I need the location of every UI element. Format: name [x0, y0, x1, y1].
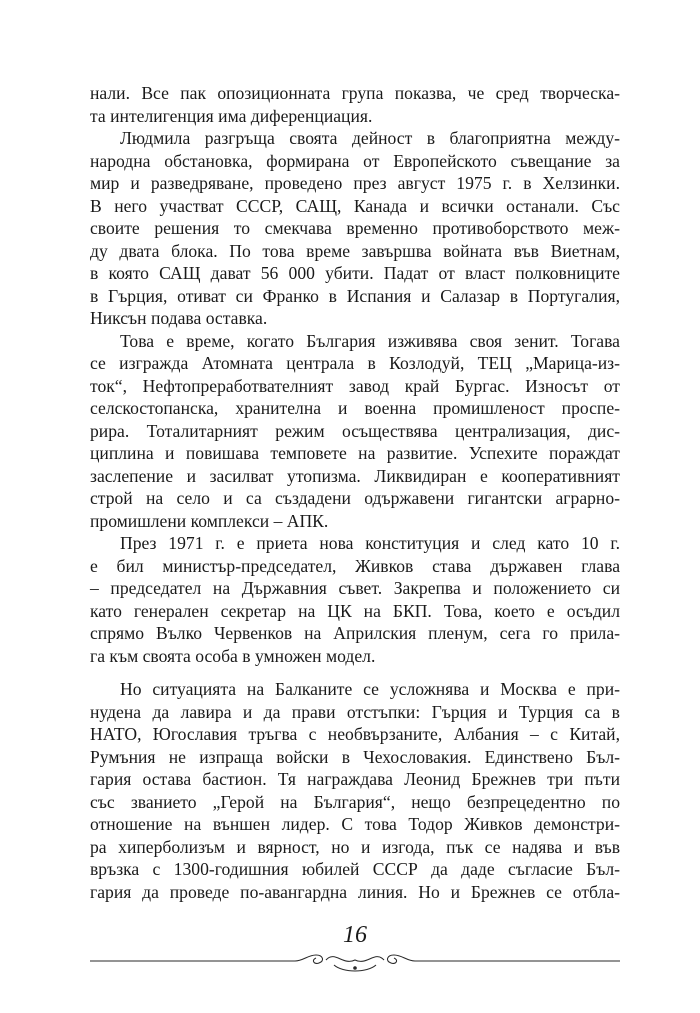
text-line: Людмила разгръща своята дейност в благоприятна между- — [120, 128, 620, 148]
text-line: в Гърция, отиват си Франко в Испания и Салазар в Португалия, — [90, 285, 620, 306]
text-line: своите решения то смекчава временно противоборството меж- — [90, 218, 620, 238]
text-line: народна обстановка, формирана от Европейското съвещание за — [90, 150, 620, 171]
text-line: като генерален секретар на ЦК на БКП. Това, което е осъдил — [90, 600, 620, 621]
text-line: рира. Тоталитарният режим осъществява централизация, дис- — [90, 420, 620, 441]
text-line: ду двата блока. По това време завършва войната във Виетнам, — [90, 240, 620, 261]
text-line: селскостопанска, хранителна и военна промишленост проспе- — [90, 398, 620, 418]
text-line: ток“, Нефтопреработвателният завод край Бургас. Износът от — [90, 375, 620, 396]
text-line: заслепение и засилват утопизма. Ликвидиран е кооперативният — [90, 465, 620, 486]
text-line: Румъния не изпраща войски в Чехословакия. Единствено Бъл- — [90, 746, 620, 767]
text-line: ра хиперболизъм и вярност, но и изгода, пък се надява и във — [90, 836, 620, 857]
text-line: се изгражда Атомната централа в Козлодуй, ТЕЦ „Марица-из- — [90, 353, 620, 373]
text-line: Но ситуацията на Балканите се усложнява и Москва е при- — [120, 679, 620, 699]
paragraph — [90, 330, 620, 533]
paragraph — [90, 82, 620, 127]
paragraph — [90, 678, 620, 903]
paragraph — [90, 127, 620, 330]
text-line: циплина и повишава темповете на развитие. Успехите пораждат — [90, 443, 620, 463]
text-line: В него участват СССР, САЩ, Канада и всички останали. Със — [90, 195, 620, 216]
text-line: мир и разведряване, проведено през август 1975 г. в Хелзинки. — [90, 173, 620, 193]
text-line: През 1971 г. е приета нова конституция и след като 10 г. — [120, 533, 620, 553]
text-line: гария остава бастион. Тя награждава Леонид Брежнев три пъти — [90, 769, 620, 789]
text-line: връзка с 1300-годишния юбилей СССР да даде съгласие Бъл- — [90, 859, 620, 879]
page-footer — [90, 922, 620, 982]
text-line: в която САЩ дават 56 000 убити. Падат от власт полковниците — [90, 263, 620, 283]
decorative-ornament-icon — [90, 940, 620, 980]
paragraph — [90, 532, 620, 667]
paragraph-gap — [90, 667, 620, 678]
text-line: нудена да лавира и да прави отстъпки: Гърция и Турция са в — [90, 701, 620, 722]
text-line: Никсън подава оставка. — [90, 308, 268, 328]
text-line: та интелигенция има диференциация. — [90, 105, 373, 126]
text-line: НАТО, Югославия тръгва с необвързаните, Албания – с Китай, — [90, 724, 620, 744]
text-line: га към своята особа в умножен модел. — [90, 645, 376, 666]
body-text — [90, 82, 620, 903]
page-number: 16 — [343, 922, 367, 948]
text-line: строй на село и са създадени одържавени гигантски аграрно- — [90, 488, 620, 508]
text-line: промишлени комплекси – АПК. — [90, 510, 329, 531]
text-line: отношение на външен лидер. С това Тодор Живков демонстри- — [90, 814, 620, 834]
text-line: нали. Все пак опозиционната група показва, че сред творческа- — [90, 83, 620, 103]
text-line: – председател на Държавния съвет. Закрепва и положението си — [90, 578, 620, 598]
text-line: със званието „Герой на България“, нещо безпрецедентно по — [90, 791, 620, 812]
text-line: е бил министър-председател, Живков става държавен глава — [90, 555, 620, 576]
text-line: Това е време, когато България изживява своя зенит. Тогава — [120, 330, 620, 351]
text-line: спрямо Вълко Червенков на Априлския пленум, сега го прила- — [90, 623, 620, 643]
text-line: гария да проведе по-авангардна линия. Но и Брежнев се отбла- — [90, 881, 620, 902]
